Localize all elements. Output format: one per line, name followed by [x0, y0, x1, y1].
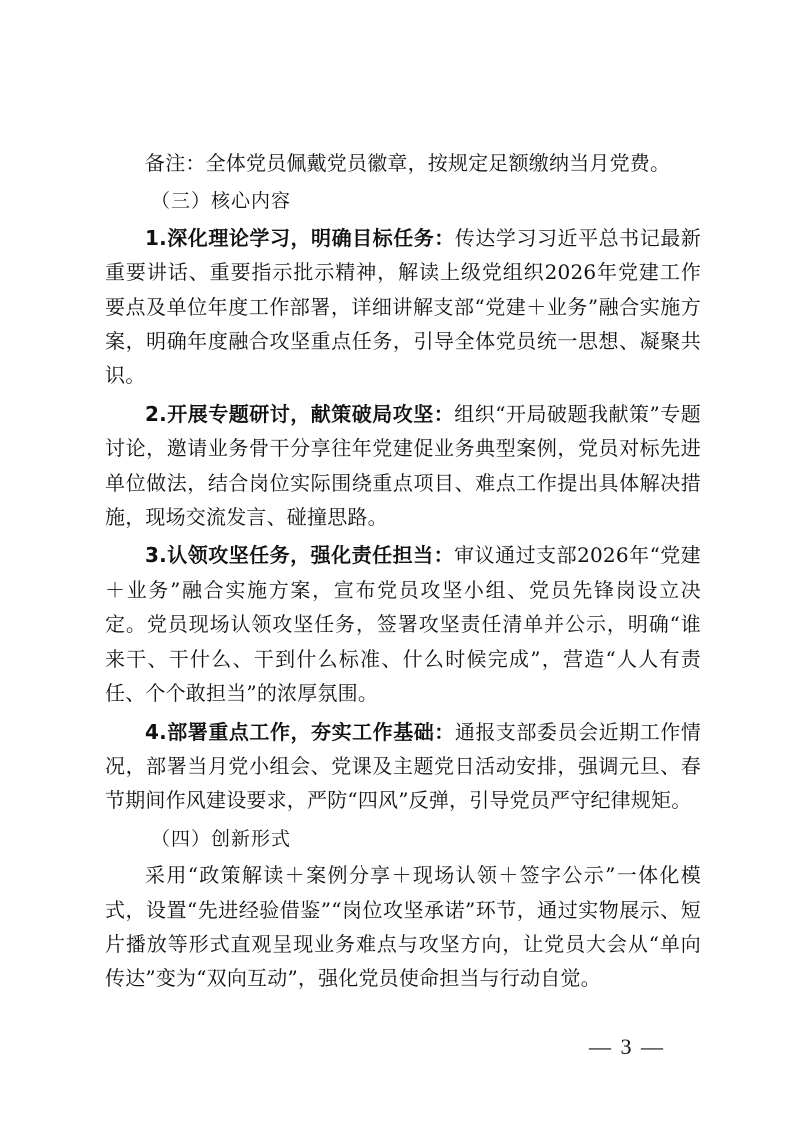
item-3-paragraph	[105, 538, 701, 710]
item-4-paragraph	[105, 715, 701, 818]
page-number: — 3 —	[589, 1034, 665, 1059]
section-4-heading: （四）创新形式	[151, 827, 292, 850]
item-2-lead: 2.开展专题研讨，献策破局攻坚：	[145, 401, 455, 426]
item-1-text: 传达学习习近平总书记最新重要讲话、重要指示批示精神，解读上级党组织2026年党建工作要点及单位年度工作部署，详细讲解支部“党建＋业务”融合实施方案，明确年度融合攻坚重点任务，引导全体党员统一思想、凝聚共识。	[105, 225, 701, 388]
section-3-heading: （三）核心内容	[151, 190, 292, 213]
item-3-lead: 3.认领攻坚任务，强化责任担当：	[145, 543, 455, 568]
item-2-text: 组织“开局破题我献策”专题讨论，邀请业务骨干分享往年党建促业务典型案例，党员对标先进单位做法，结合岗位实际围绕重点项目、难点工作提出具体解决措施，现场交流发言、碰撞思路。	[105, 401, 701, 530]
item-3-text: 审议通过支部2026年“党建＋业务”融合实施方案，宣布党员攻坚小组、党员先锋岗设立决定。党员现场认领攻坚任务，签署攻坚责任清单并公示，明确“谁来干、干什么、干到什么标准、什么时候完成”，营造“人人有责任、个个敢担当”的浓厚氛围。	[105, 543, 701, 706]
item-4-lead: 4.部署重点工作，夯实工作基础：	[145, 719, 455, 744]
item-1-lead: 1.深化理论学习，明确目标任务：	[145, 225, 455, 250]
document-body	[105, 146, 701, 1000]
item-4-text: 通报支部委员会近期工作情况，部署当月党小组会、党课及主题党日活动安排，强调元旦、春节期间作风建设要求，严防“四风”反弹，引导党员严守纪律规矩。	[105, 719, 701, 813]
item-2-paragraph	[105, 397, 701, 535]
note-paragraph: 备注：全体党员佩戴党员徽章，按规定足额缴纳当月党费。	[145, 151, 671, 175]
item-1-paragraph	[105, 221, 701, 393]
section-4-paragraph: 采用“政策解读＋案例分享＋现场认领＋签字公示”一体化模式，设置“先进经验借鉴”“岗位攻坚承诺”环节，通过实物展示、短片播放等形式直观呈现业务难点与攻坚方向，让党员大会从“单向传达”变为“双向互动”，强化党员使命担当与行动自觉。	[105, 863, 701, 991]
